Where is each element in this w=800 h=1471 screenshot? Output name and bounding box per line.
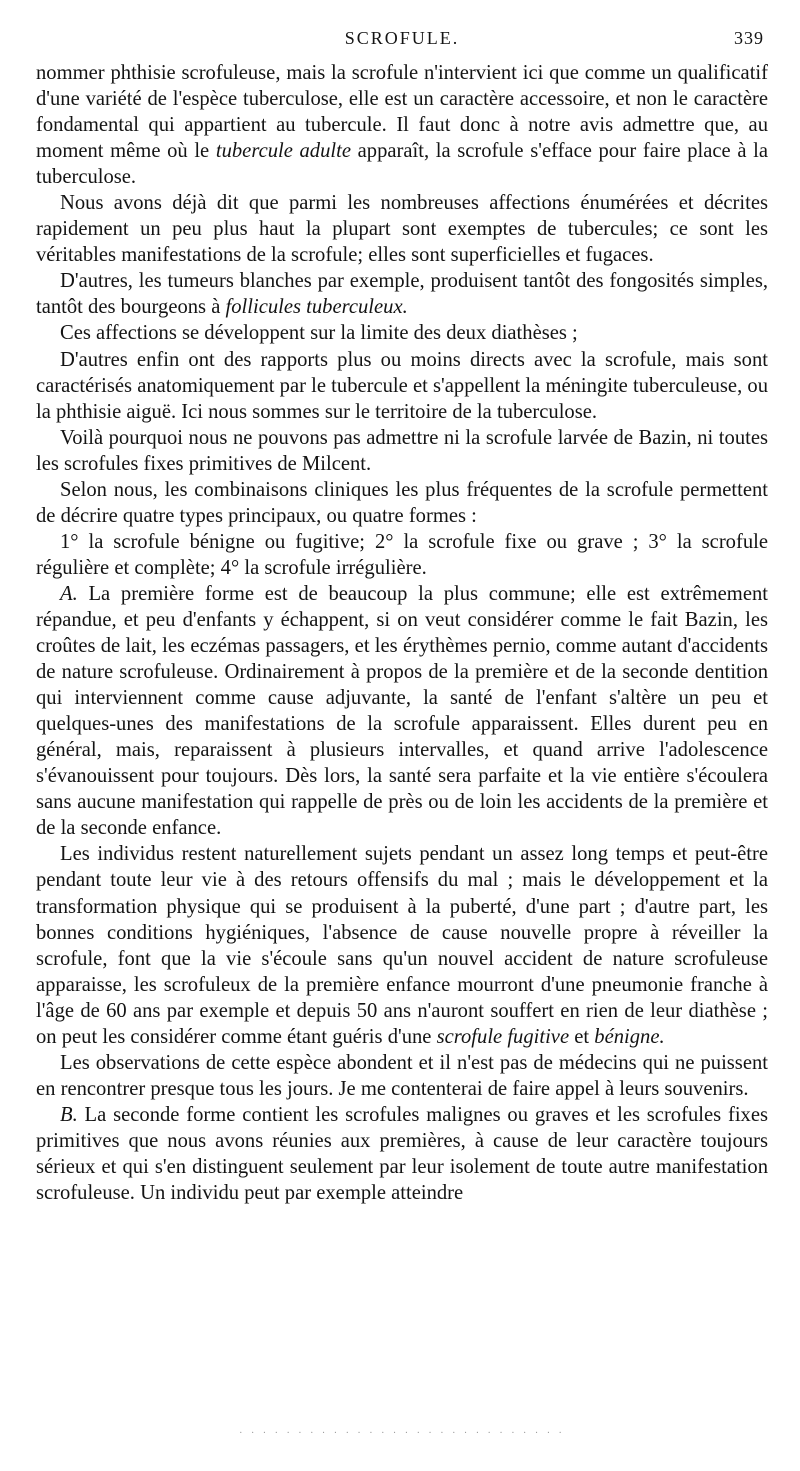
paragraph — [36, 268, 768, 320]
italic-text: follicules tuberculeux. — [225, 296, 408, 319]
body-text — [36, 60, 768, 1206]
text-run: Selon nous, les combinaisons cliniques les plus fréquentes de la scrofule permettent de décrire quatre types principaux, ou quatre formes : — [36, 478, 768, 527]
text-run: Ces affections se développent sur la limite des deux diathèses ; — [60, 322, 578, 345]
paragraph — [36, 347, 768, 425]
text-run: nommer phthisie scrofuleuse, mais la scrofule n'intervient ici que comme un qualificatif d'une variété de l'espèce tuberculose, elle est un caractère accessoire, et non le caractère fondamental qui appartient au tubercule. Il faut donc à notre avis admettre que, au moment même où le — [36, 62, 768, 163]
paragraph — [36, 841, 768, 1049]
text-run: 1° la scrofule bénigne ou fugitive; 2° la scrofule fixe ou grave ; 3° la scrofule régulière et complète; 4° la scrofule irrégulière. — [36, 530, 768, 579]
text-run: D'autres enfin ont des rapports plus ou moins directs avec la scrofule, mais sont caractérisés anatomiquement par le tubercule et s'appellent la méningite tuberculeuse, ou la phthisie aiguë. Ici nous sommes sur le territoire de la tuberculose. — [36, 348, 768, 423]
page-number: 339 — [734, 28, 764, 48]
paragraph — [36, 1102, 768, 1206]
text-run: Nous avons déjà dit que parmi les nombreuses affections énumérées et décrites rapidement un peu plus haut la plupart sont exemptes de tubercules; ce sont les véritables manifestations de la scrofule; elles sont superficielles et fugaces. — [36, 192, 768, 267]
text-run: et — [569, 1025, 595, 1048]
text-run: D'autres, les tumeurs blanches par exemple, produisent tantôt des fongosités simples, tantôt des bourgeons à — [36, 270, 768, 319]
text-run: apparaît, la scrofule s'efface pour faire place à la tuberculose. — [36, 140, 768, 189]
italic-text: scrofule fugitive — [436, 1025, 570, 1048]
text-run: Les observations de cette espèce abondent et il n'est pas de médecins qui ne puissent en rencontrer presque tous les jours. Je me contenterai de faire appel à leurs souvenirs. — [36, 1051, 768, 1100]
scan-artifact-dots: · · · · · · · · · · · · · · · · · · · · · · · · · · · · — [239, 1428, 565, 1439]
paragraph — [36, 1050, 768, 1102]
paragraph — [36, 425, 768, 477]
text-run: La première forme est de beaucoup la plus commune; elle est extrêmement répandue, et peu d'enfants y échappent, si on veut considérer comme le fait Bazin, les croûtes de lait, les eczémas passagers, et les érythèmes pernio, comme autant d'accidents de nature scrofuleuse. Ordinairement à propos de la première et de la seconde dentition qui interviennent comme cause adjuvante, la santé de l'enfant s'altère un peu et quelques-unes des manifestations de la scrofule apparaissent. Elles durent peu en général, mais, reparaissent à plusieurs intervalles, et quand arrive l'adolescence s'évanouissent pour toujours. Dès lors, la santé sera parfaite et la vie entière s'écoulera sans aucune manifestation qui rappelle de près ou de loin les accidents de la première et de la seconde enfance. — [36, 582, 768, 840]
italic-text: tubercule adulte — [215, 140, 351, 163]
document-page — [36, 0, 768, 1471]
running-title: SCROFULE. — [344, 28, 460, 48]
paragraph — [36, 60, 768, 190]
text-run: Les individus restent naturellement sujets pendant un assez long temps et peut-être pendant toute leur vie à des retours offensifs du mal ; mais le développement et la transformation physique qui se produisent à la puberté, d'une part ; d'autre part, les bonnes conditions hygiéniques, l'absence de cause nouvelle propre à réveiller la scrofule, font que la vie s'écoule sans qu'un nouvel accident de nature scrofuleuse apparaisse, les scrofuleux de la première enfance mourront d'une pneumonie franche à l'âge de 60 ans par exemple et depuis 50 ans n'auront souffert en rien de leur diathèse ; on peut les considérer comme étant guéris d'une — [36, 843, 768, 1048]
running-head — [36, 0, 768, 56]
paragraph — [36, 581, 768, 841]
italic-text: B. — [60, 1103, 78, 1126]
text-run: La seconde forme contient les scrofules malignes ou graves et les scrofules fixes primitives que nous avons réunies aux premières, à cause de leur caractère toujours sérieux et qui s'en distinguent seulement par leur isolement de toute autre manifestation scrofuleuse. Un individu peut par exemple atteindre — [36, 1103, 768, 1205]
italic-text: A. — [60, 582, 78, 605]
paragraph — [36, 190, 768, 268]
italic-text: bénigne. — [594, 1025, 665, 1048]
paragraph — [36, 529, 768, 581]
text-run: Voilà pourquoi nous ne pouvons pas admettre ni la scrofule larvée de Bazin, ni toutes les scrofules fixes primitives de Milcent. — [36, 426, 768, 475]
paragraph — [36, 320, 768, 346]
paragraph — [36, 477, 768, 529]
